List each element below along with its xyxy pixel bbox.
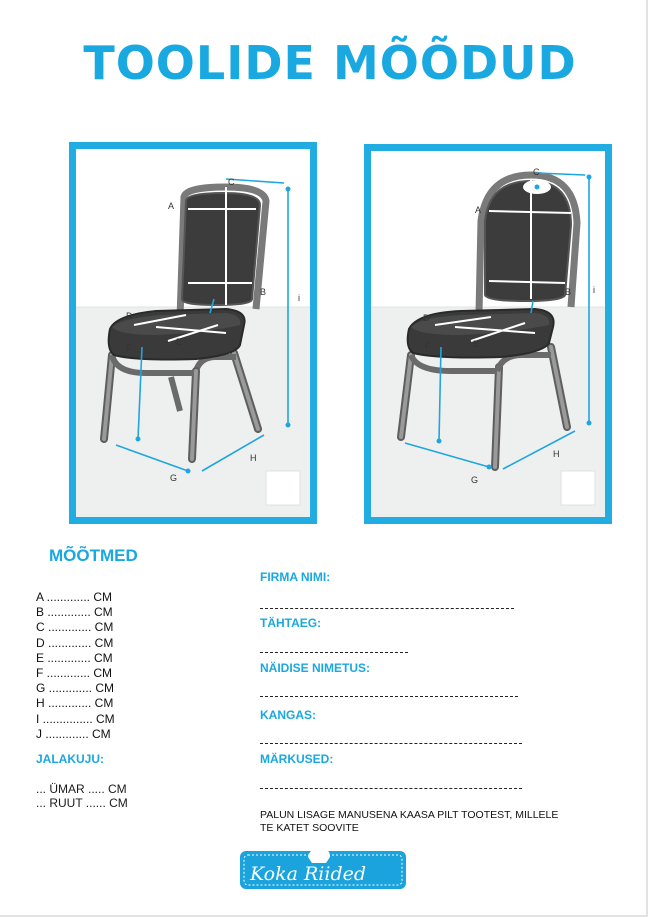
label-d-round: D — [423, 313, 430, 323]
company-name-line[interactable] — [260, 608, 514, 609]
label-g: G — [170, 473, 178, 483]
label-e: E — [176, 337, 183, 347]
measure-g: G ............. CM — [36, 681, 115, 696]
measure-j: J ............. CM — [36, 726, 111, 741]
attachment-note: PALUN LISAGE MANUSENA KAASA PILT TOOTEST, MILLELE TE KATET SOOVITE — [260, 809, 559, 834]
leg-round: ... ÜMAR ..... CM — [36, 782, 127, 796]
label-i: i — [298, 293, 300, 303]
page-title: TOOLIDE MÕÕDUD — [83, 36, 577, 90]
measure-d: D ............. CM — [36, 635, 114, 650]
measure-f: F ............. CM — [36, 666, 113, 681]
label-b: B — [260, 287, 267, 297]
label-a: A — [168, 201, 175, 211]
chair-illustration-round — [371, 151, 605, 517]
chair-diagram-round-back — [364, 144, 612, 524]
label-f: F — [126, 343, 132, 353]
label-a-round: A — [475, 205, 482, 215]
measure-b: B ............. CM — [36, 605, 113, 620]
label-h: H — [250, 453, 257, 463]
measure-e: E ............. CM — [36, 650, 113, 665]
fabric-line[interactable] — [260, 743, 522, 744]
notes-label: MÄRKUSED: — [260, 752, 334, 766]
sample-name-line[interactable] — [260, 696, 518, 697]
chair-diagram-square-back — [69, 142, 317, 524]
measure-i: I ............... CM — [36, 711, 115, 726]
measure-c: C ............. CM — [36, 620, 114, 635]
label-c: C — [228, 177, 235, 187]
leg-shape-heading: JALAKUJU: — [36, 752, 105, 766]
company-name-label: FIRMA NIMI: — [260, 570, 331, 584]
notes-line[interactable] — [260, 788, 522, 789]
logo-text: Koka Riided — [250, 863, 367, 885]
sample-name-label: NÄIDISE NIMETUS: — [260, 661, 371, 675]
chair-illustration-square — [76, 149, 310, 517]
leg-square: ... RUUT ...... CM — [36, 796, 128, 810]
label-g-round: G — [471, 475, 479, 485]
leg-shape-list — [36, 782, 128, 810]
label-i-round: i — [593, 285, 595, 295]
deadline-label: TÄHTAEG: — [260, 616, 322, 630]
label-b-round: B — [565, 287, 572, 297]
label-e-round: E — [473, 339, 480, 349]
measurements-heading: MÕÕTMED — [49, 546, 138, 565]
koka-riided-logo — [238, 847, 408, 891]
deadline-line[interactable] — [260, 652, 408, 653]
label-c-round: C — [533, 167, 540, 177]
measure-a: A ............. CM — [36, 590, 113, 604]
fabric-label: KANGAS: — [260, 708, 316, 722]
measure-h: H ............. CM — [36, 696, 114, 711]
measurements-list — [36, 590, 115, 742]
label-h-round: H — [553, 449, 560, 459]
label-d: D — [126, 311, 133, 321]
label-f-round: F — [425, 341, 431, 351]
